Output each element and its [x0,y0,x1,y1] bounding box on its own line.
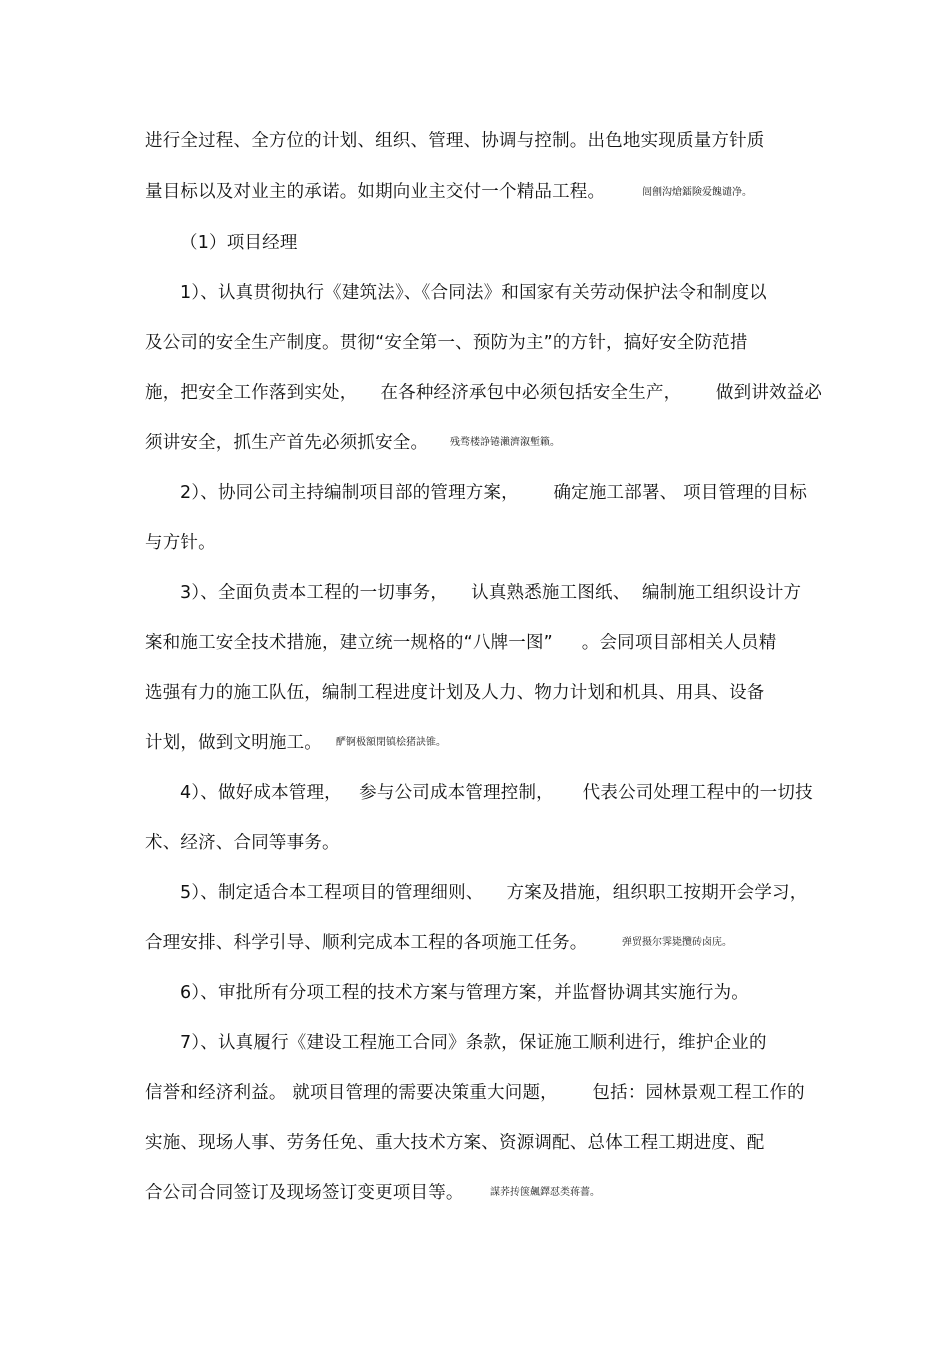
text-line: 进行全过程、全方位的计划、组织、管理、协调与控制。出色地实现质量方针质 [145,131,765,151]
text-line: 量目标以及对业主的承诺。如期向业主交付一个精品工程。 [145,182,606,202]
text-line: 实施、现场人事、劳务任免、重大技术方案、资源调配、总体工程工期进度、配 [145,1133,765,1153]
text-line: 须讲安全，抓生产首先必须抓安全。 [145,433,429,453]
watermark-text: 謀荞抟箧飆鐸怼类蒋薔。 [490,1187,600,1198]
text-line: 施，把安全工作落到实处， 在各种经济承包中必须包括安全生产， 做到讲效益必 [145,383,823,403]
text-line: 信誉和经济利益。 就项目管理的需要决策重大问题， 包括：园林景观工程工作的 [145,1083,805,1103]
watermark-text: 闿劊沟熗鐳険爱餽谴净。 [642,187,752,198]
text-line: 术、经济、合同等事务。 [145,833,340,853]
text-line: 及公司的安全生产制度。贯彻“安全第一、预防为主”的方针，搞好安全防范措 [145,333,748,353]
text-line: 3）、全面负责本工程的一切事务， 认真熟悉施工图纸、 编制施工组织设计方 [180,583,802,603]
text-line: 1）、认真贯彻执行《建筑法》、《合同法》和国家有关劳动保护法令和制度以 [180,283,767,303]
text-line: 案和施工安全技术措施，建立统一规格的“八牌一图” 。会同项目部相关人员精 [145,633,777,653]
text-line: 合公司合同签订及现场签订变更项目等。 [145,1183,464,1203]
text-line: 6）、审批所有分项工程的技术方案与管理方案，并监督协调其实施行为。 [180,983,749,1003]
text-line: 计划，做到文明施工。 [145,733,322,753]
text-line: 合理安排、科学引导、顺利完成本工程的各项施工任务。 [145,933,588,953]
text-line: 4）、做好成本管理， 参与公司成本管理控制， 代表公司处理工程中的一切技 [180,783,813,803]
section-heading: （1）项目经理 [180,233,298,253]
watermark-text: 残骛楼諍锩瀨濟溆塹籟。 [450,437,560,448]
text-line: 选强有力的施工队伍，编制工程进度计划及人力、物力计划和机具、用具、设备 [145,683,765,703]
text-line: 2）、协同公司主持编制项目部的管理方案， 确定施工部署、 项目管理的目标 [180,483,808,503]
text-line: 5）、制定适合本工程项目的管理细则、 方案及措施，组织职工按期开会学习， [180,883,808,903]
text-line: 7）、认真履行《建设工程施工合同》条款，保证施工顺利进行，维护企业的 [180,1033,767,1053]
watermark-text: 弹贸摄尔霁毙攬砖卤庑。 [622,937,732,948]
text-line: 与方针。 [145,533,216,553]
watermark-text: 酽锕极額閉镇桧猪訣锥。 [336,737,446,748]
